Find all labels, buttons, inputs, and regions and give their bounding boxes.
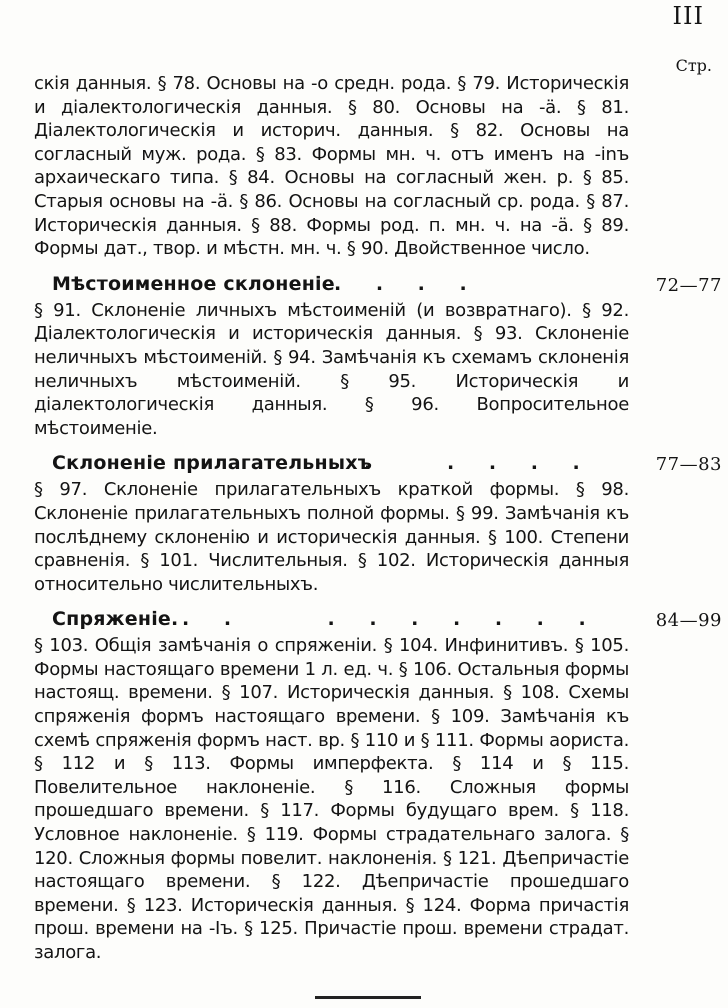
bottom-rule (315, 996, 421, 999)
section-heading (34, 608, 724, 634)
section-pages: 77—83 (655, 454, 722, 476)
section-pages: 84—99 (655, 610, 722, 632)
leader-dots: . . . . (334, 272, 481, 295)
section-paragraph: § 103. Общія замѣчанія о спряженіи. § 104. Инфинитивъ. § 105. Формы настоящаго времени 1 л. ед. ч. § 106. Остальныя формы настоящ. времени. § 107. Историческія данныя. § 108. Схемы спряженія формъ настоящаго времени. § 109. Замѣчанія къ схемѣ спряженія формъ наст. вр. § 110 и § 111. Формы аориста. § 112 и § 113. Формы имперфекта. § 114 и § 115. Повелительное наклоненіе. § 116. Сложныя формы прошедшаго времени. § 117. Формы будущаго врем. § 118. Условное наклоненіе. § 119. Формы страдательнаго залога. § 120. Сложныя формы повелит. наклоненія. § 121. Дѣепричастіе настоящаго времени. § 122. Дѣепричастіе прошедшаго времени. § 123. Историческія данныя. § 124. Форма причастія прош. времени на -Іъ. § 125. Причастіе прош. времени страдат. залога. (34, 635, 629, 963)
leader-dots: . . . . . . . . . (182, 608, 600, 631)
section-adjective-declension (34, 452, 724, 596)
section-paragraph: § 97. Склоненіе прилагательныхъ краткой формы. § 98. Склоненіе прилагательныхъ полной формы. § 99. Замѣчанія къ послѣднему склоненію и историческія данныя. § 100. Степени сравненія. § 101. Числительныя. § 102. Историческія данныя относительно числительныхъ. (34, 479, 629, 595)
page-column-label: Стр. (675, 56, 712, 75)
section-title: Склоненіе прилагательныхъ (52, 452, 373, 475)
leader-dots: . . . . . (364, 452, 594, 475)
section-heading (34, 452, 724, 478)
section-heading (34, 273, 724, 299)
section-pages: 72—77 (655, 274, 722, 296)
table-of-contents (34, 72, 724, 965)
section-pronominal-declension (34, 273, 724, 441)
intro-paragraph: скія данныя. § 78. Основы на -о средн. рода. § 79. Историческія и діалектологическія данныя. § 80. Основы на -ä. § 81. Діалектологическія и историч. данныя. § 82. Основы на согласный муж. рода. § 83. Формы мн. ч. отъ именъ на -inъ архаическаго типа. § 84. Основы на согласный жен. р. § 85. Старыя основы на -ä. § 86. Основы на согласный ср. рода. § 87. Историческія данныя. § 88. Формы род. п. мн. ч. на -ä. § 89. Формы дат., твор. и мѣстн. мн. ч. § 90. Двойственное число. (34, 73, 629, 260)
section-conjugation (34, 608, 724, 964)
section-title: Спряженіе. (52, 608, 179, 631)
section-title: Мѣстоименное склоненіе (52, 272, 335, 295)
page-number: III (672, 2, 704, 30)
section-paragraph: § 91. Склоненіе личныхъ мѣстоименій (и возвратнаго). § 92. Діалектологическія и историческія данныя. § 93. Склоненіе неличныхъ мѣстоименій. § 94. Замѣчанія къ схемамъ склоненія неличныхъ мѣстоименій. § 95. Историческія и діалектологическія данныя. § 96. Вопросительное мѣстоименіе. (34, 299, 629, 439)
